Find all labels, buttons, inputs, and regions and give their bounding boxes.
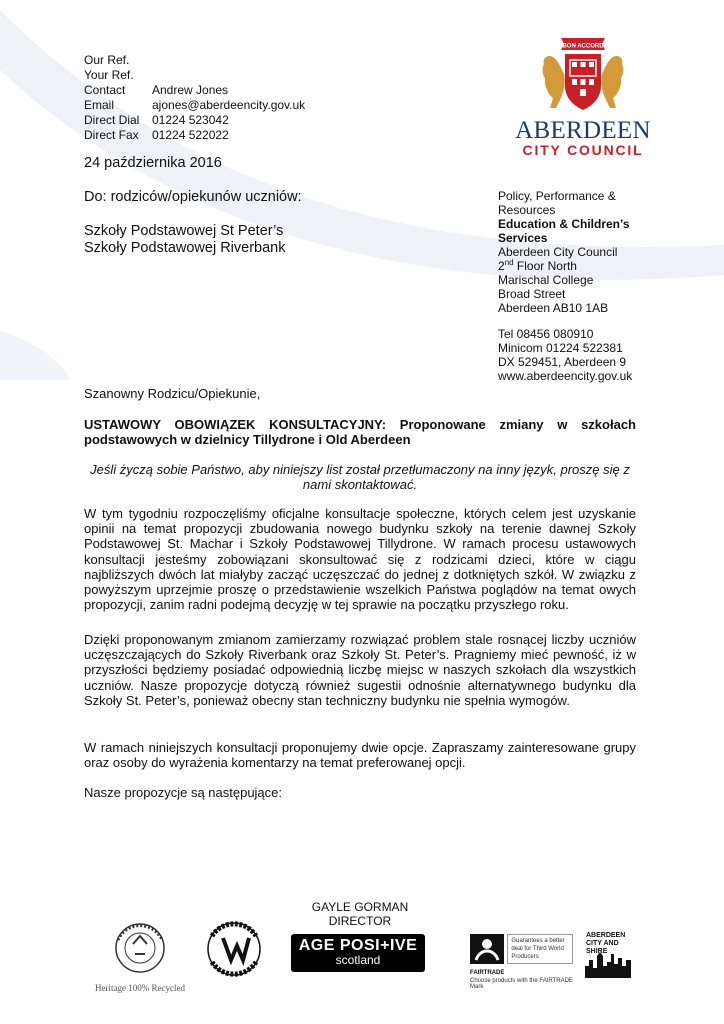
ref-label: Direct Fax	[84, 128, 139, 142]
body-paragraph: Nasze propozycje są następujące:	[84, 785, 283, 800]
organisation: Aberdeen City Council	[498, 245, 618, 259]
contact-name: Andrew Jones	[152, 83, 229, 97]
ref-label: Direct Dial	[84, 113, 140, 127]
fairtrade-caption: Choose products with the FAIRTRADE Mark	[470, 978, 573, 990]
address-floor	[498, 259, 648, 273]
ref-label: Your Ref.	[84, 68, 134, 82]
heritage-caption: Heritage 100% Recycled	[95, 983, 185, 993]
aberdeen-city-shire-logo	[585, 932, 631, 978]
motto-text: BON ACCORD	[562, 43, 604, 50]
ref-label: Email	[84, 98, 115, 112]
floor-ordinal: nd	[504, 258, 514, 267]
ref-label: Our Ref.	[84, 53, 130, 67]
ref-row	[84, 98, 305, 113]
subject-heading: USTAWOWY OBOWIĄZEK KONSULTACYJNY: Proponowane zmiany w szkołach podstawowych w dzielnicy Tillydrone i Old Aberdeen	[84, 417, 636, 447]
logo-subtitle: CITY COUNCIL	[522, 142, 644, 158]
fairtrade-word: FAIRTRADE	[470, 970, 505, 976]
council-logo	[506, 34, 660, 158]
direct-dial: 01224 523042	[152, 113, 229, 127]
ref-row	[84, 113, 305, 128]
age-positive-text: AGE POSI+IVE	[298, 937, 418, 954]
body-paragraph: W ramach niniejszych konsultacji proponujemy dwie opcje. Zapraszamy zainteresowane grupy oraz osoby do wyrażenia komentarzy na temat preferowanej opcji.	[84, 740, 636, 771]
positive-about-disabled-logo	[204, 916, 264, 987]
address-line: Broad Street	[498, 287, 566, 301]
disability-symbol-icon	[204, 916, 264, 982]
fairtrade-box	[470, 934, 580, 976]
school-name: Szkoły Podstawowej St Peter’s	[84, 223, 284, 239]
fairtrade-mark	[470, 934, 504, 976]
address-line: Aberdeen AB10 1AB	[498, 301, 609, 315]
reference-block	[84, 53, 305, 143]
ref-row	[84, 128, 305, 143]
school-name: Szkoły Podstawowej Riverbank	[84, 240, 286, 256]
floor-number: 2	[498, 259, 505, 273]
school-list	[84, 223, 285, 257]
heritage-recycled-logo	[84, 920, 196, 993]
salutation: Szanowny Rodzicu/Opiekunie,	[84, 386, 261, 401]
contact-email[interactable]: ajones@aberdeencity.gov.uk	[152, 98, 306, 112]
letter-date: 24 października 2016	[84, 155, 222, 171]
recycled-seal-icon	[102, 920, 178, 976]
ref-row	[84, 53, 305, 68]
city-shire-text: ABERDEEN CITY AND SHIRE	[586, 932, 626, 955]
direct-fax: 01224 522022	[152, 128, 229, 142]
contact-line: DX 529451, Aberdeen 9	[498, 355, 627, 369]
ref-label: Contact	[84, 83, 126, 97]
ref-row	[84, 83, 305, 98]
age-positive-logo	[291, 934, 425, 972]
signature-block	[300, 900, 420, 928]
body-paragraph: Dzięki proponowanym zmianom zamierzamy rozwiązać problem stale rosnącej liczby uczniów uczęszczających do Szkoły Riverbank oraz Szkoły St. Peter’s. Pragniemy mieć pewność, iż w przyszłości będziemy posiadać odpowiednią liczbę miejsc w naszych szkołach dla wszystkich uczniów. Nasze propozycje dotyczą również sugestii odnośnie alternatywnego budynku dla Szkoły St. Peter’s, ponieważ obecny stan techniczny budynku nie spełnia wymogów.	[84, 632, 636, 708]
translation-note: Jeśli życzą sobie Państwo, aby niniejszy list został przetłumaczony na inny język, proszę się z nami skontaktować.	[90, 462, 630, 492]
fairtrade-guarantee: Guarantees a better deal for Third World Producers	[507, 934, 573, 964]
coat-of-arms-icon	[528, 34, 638, 114]
spacer	[498, 315, 648, 327]
contact-line: Tel 08456 080910	[498, 327, 594, 341]
fairtrade-logo	[470, 934, 580, 990]
address-line: Marischal College	[498, 273, 594, 287]
website-link[interactable]: www.aberdeencity.gov.uk	[498, 369, 633, 383]
signatory-title: DIRECTOR	[328, 914, 392, 928]
age-positive-subtitle: scotland	[335, 953, 381, 967]
department: Policy, Performance & Resources	[498, 189, 616, 217]
logo-wordmark: ABERDEEN	[515, 117, 651, 144]
recipient-line: Do: rodziców/opiekunów uczniów:	[84, 189, 302, 205]
sender-address	[498, 189, 648, 383]
signatory-name: GAYLE GORMAN	[311, 900, 409, 914]
service-name: Education & Children’s Services	[498, 217, 630, 245]
ref-row	[84, 68, 305, 83]
fairtrade-mark-icon	[470, 934, 504, 964]
floor-rest: Floor North	[513, 259, 577, 273]
body-paragraph: W tym tygodniu rozpoczęliśmy oficjalne konsultacje społeczne, których celem jest uzyskanie opinii na temat propozycji zbudowania nowego budynku szkoły na terenie dawnej Szkoły Podstawowej St. Machar i Szkoły Podstawowej Tillydrone. W ramach procesu ustawowych konsultacji jesteśmy zobowiązani skonsultować się z rodzicami dzieci, które w ciągu najbliższych dwóch lat miałyby zacząć uczęszczać do jednej z dotkniętych szkół. W związku z powyższym uprzejmie proszę o przedstawienie wszelkich Państwa poglądów na temat owych propozycji, zanim radni podejmą decyzję w tej sprawie na początku przyszłego roku.	[84, 506, 636, 613]
contact-line: Minicom 01224 522381	[498, 341, 623, 355]
